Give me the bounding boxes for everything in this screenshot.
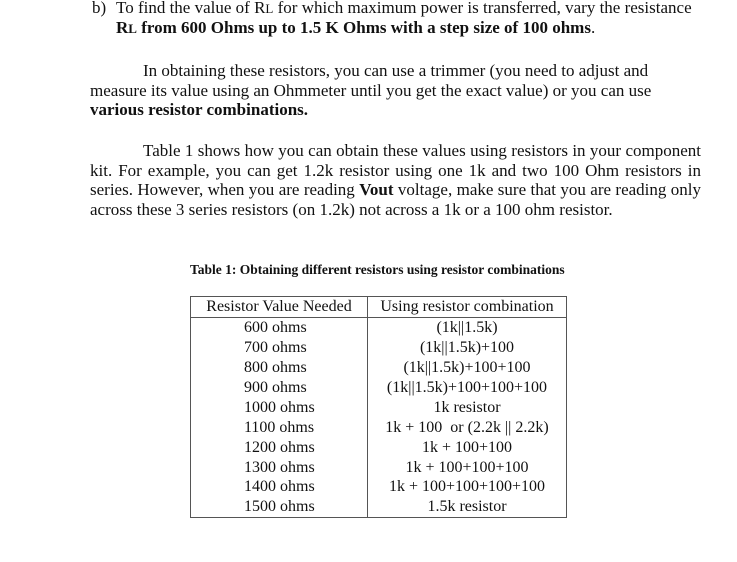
combination-cell: (1k||1.5k) bbox=[368, 317, 567, 337]
combination-cell: (1k||1.5k)+100+100 bbox=[368, 358, 567, 378]
table-row bbox=[191, 457, 567, 477]
paragraph-table-explanation: Table 1 shows how you can obtain these values using resistors in your component kit. For example, you can get 1.2k resistor using one 1k and two 100 Ohm resistors in series. However, when you are reading Vout voltage, make sure that you are reading only across these 3 series resistors (on 1.2k) not across a 1k or a 100 ohm resistor. bbox=[90, 141, 701, 219]
paragraph-trimmer: In obtaining these resistors, you can use a trimmer (you need to adjust and measure its value using an Ohmmeter until you get the exact value) or you can use various resistor combinations. bbox=[90, 61, 652, 119]
table-row bbox=[191, 397, 567, 417]
vout-emphasis: Vout bbox=[359, 180, 394, 199]
resistor-value-cell: 900 ohms bbox=[191, 378, 368, 398]
table-row bbox=[191, 477, 567, 497]
combination-cell: (1k||1.5k)+100 bbox=[368, 338, 567, 358]
resistor-value-cell: 1000 ohms bbox=[191, 397, 368, 417]
resistor-value-cell: 800 ohms bbox=[191, 358, 368, 378]
combination-cell: (1k||1.5k)+100+100+100 bbox=[368, 378, 567, 398]
combination-cell: 1.5k resistor bbox=[368, 497, 567, 517]
table-row bbox=[191, 437, 567, 457]
resistor-value-cell: 1400 ohms bbox=[191, 477, 368, 497]
resistor-combinations-emphasis: various resistor combinations. bbox=[90, 100, 309, 119]
table-row bbox=[191, 338, 567, 358]
combination-cell: 1k + 100 or (2.2k || 2.2k) bbox=[368, 417, 567, 437]
resistor-value-cell: 600 ohms bbox=[191, 317, 368, 337]
resistor-value-cell: 1300 ohms bbox=[191, 457, 368, 477]
combination-cell: 1k + 100+100+100 bbox=[368, 457, 567, 477]
resistor-value-cell: 1200 ohms bbox=[191, 437, 368, 457]
list-item-label: b) bbox=[92, 0, 107, 17]
table-row bbox=[191, 358, 567, 378]
combination-cell: 1k + 100+100+100+100 bbox=[368, 477, 567, 497]
resistor-table bbox=[190, 296, 567, 518]
load-resistance-range: RL from 600 Ohms up to 1.5 K Ohms with a step size of 100 ohms bbox=[116, 18, 591, 37]
table-row bbox=[191, 417, 567, 437]
table-header-row bbox=[191, 297, 567, 318]
table-caption: Table 1: Obtaining different resistors using resistor combinations bbox=[190, 262, 565, 277]
resistor-value-cell: 700 ohms bbox=[191, 338, 368, 358]
resistor-value-cell: 1500 ohms bbox=[191, 497, 368, 517]
list-item-text: To find the value of RL for which maximum power is transferred, vary the resistance RL from 600 Ohms up to 1.5 K Ohms with a step size of 100 ohms. bbox=[116, 0, 692, 37]
table-row bbox=[191, 497, 567, 517]
column-header-value-needed: Resistor Value Needed bbox=[191, 297, 368, 318]
table-row bbox=[191, 317, 567, 337]
column-header-combination: Using resistor combination bbox=[368, 297, 567, 318]
combination-cell: 1k resistor bbox=[368, 397, 567, 417]
resistor-value-cell: 1100 ohms bbox=[191, 417, 368, 437]
combination-cell: 1k + 100+100 bbox=[368, 437, 567, 457]
table-row bbox=[191, 378, 567, 398]
